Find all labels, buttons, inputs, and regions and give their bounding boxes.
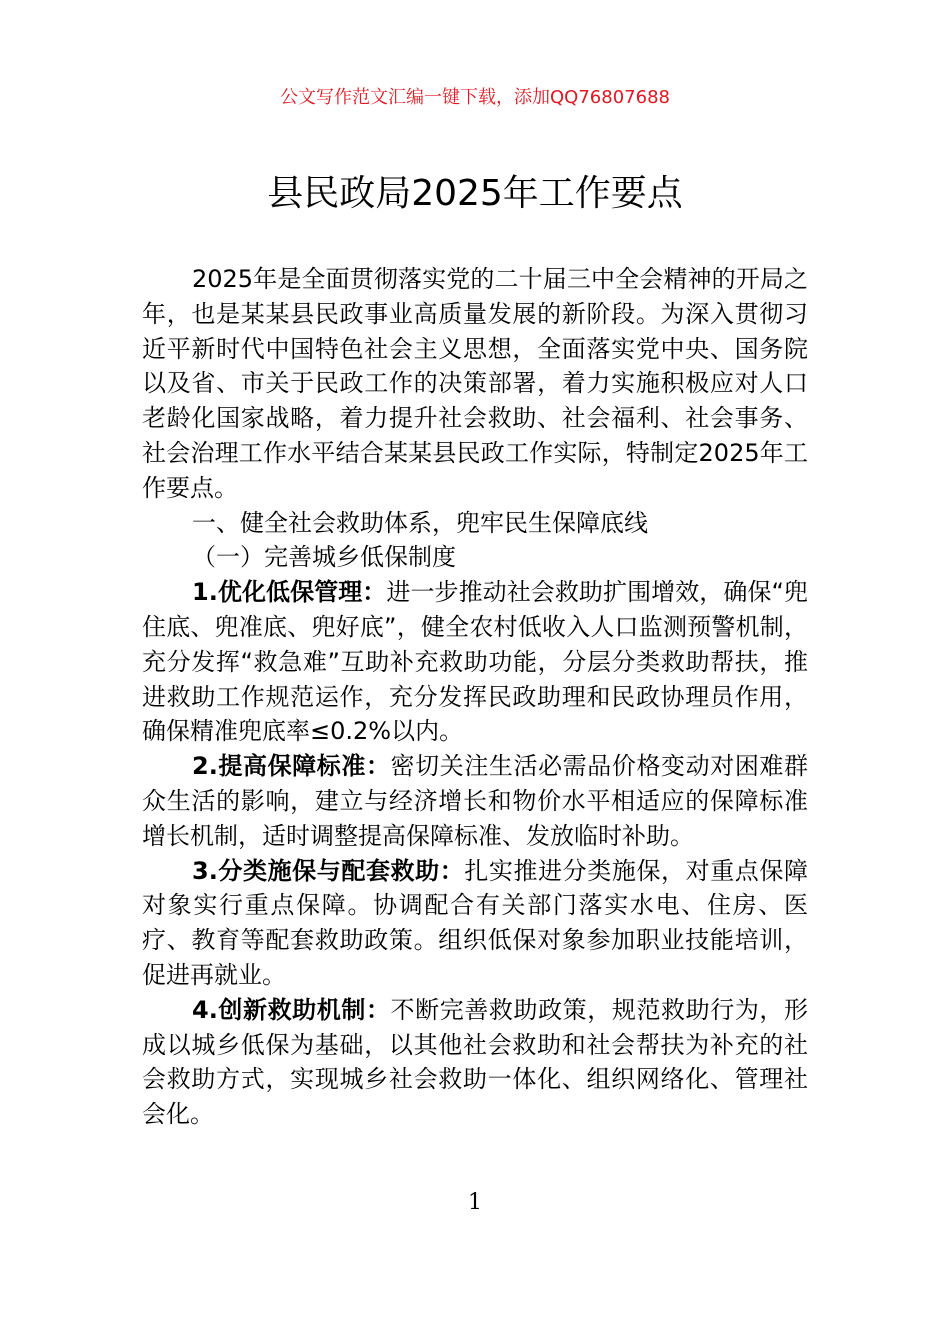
- page-number: 1: [468, 1190, 482, 1215]
- item-text: 进一步推动社会救助扩围增效，确保“兜住底、兜准底、兜好底”，健全农村低收入人口监测预警机制，充分发挥“救急难”互助补充救助功能，分层分类救助帮扶，推进救助工作规范运作，充分发挥民政助理和民政协理员作用，确保精准兜底率≤0.2%以内。: [142, 578, 808, 746]
- item-label: 2.提高保障标准：: [192, 752, 391, 781]
- list-item: [142, 749, 808, 853]
- list-item: [142, 854, 808, 993]
- page-title: 县民政局2025年工作要点: [267, 173, 683, 214]
- document-body: [142, 262, 808, 1132]
- header-note: 公文写作范文汇编一键下载，添加QQ76807688: [280, 87, 670, 108]
- item-text: 不断完善救助政策，规范救助行为，形成以城乡低保为基础，以其他社会救助和社会帮扶为补充的社会救助方式，实现城乡社会救助一体化、组织网络化、管理社会化。: [142, 995, 808, 1129]
- subsection-heading: （一）完善城乡低保制度: [192, 543, 456, 572]
- item-text: 扎实推进分类施保，对重点保障对象实行重点保障。协调配合有关部门落实水电、住房、医疗、教育等配套救助政策。组织低保对象参加职业技能培训，促进再就业。: [142, 856, 808, 989]
- section-heading: 一、健全社会救助体系，兜牢民生保障底线: [192, 508, 648, 537]
- intro-paragraph: 2025年是全面贯彻落实党的二十届三中全会精神的开局之年，也是某某县民政事业高质量发展的新阶段。为深入贯彻习近平新时代中国特色社会主义思想，全面落实党中央、国务院以及省、市关于民政工作的决策部署，着力实施积极应对人口老龄化国家战略，着力提升社会救助、社会福利、社会事务、社会治理工作水平结合某某县民政工作实际，特制定2025年工作要点。: [142, 265, 808, 502]
- list-item: [142, 993, 808, 1132]
- item-text: 密切关注生活必需品价格变动对困难群众生活的影响，建立与经济增长和物价水平相适应的保障标准增长机制，适时调整提高保障标准、发放临时补助。: [142, 752, 808, 850]
- item-label: 4.创新救助机制：: [192, 995, 391, 1024]
- item-label: 3.分类施保与配套救助：: [192, 856, 465, 885]
- item-label: 1.优化低保管理：: [192, 578, 387, 607]
- list-item: [142, 575, 808, 749]
